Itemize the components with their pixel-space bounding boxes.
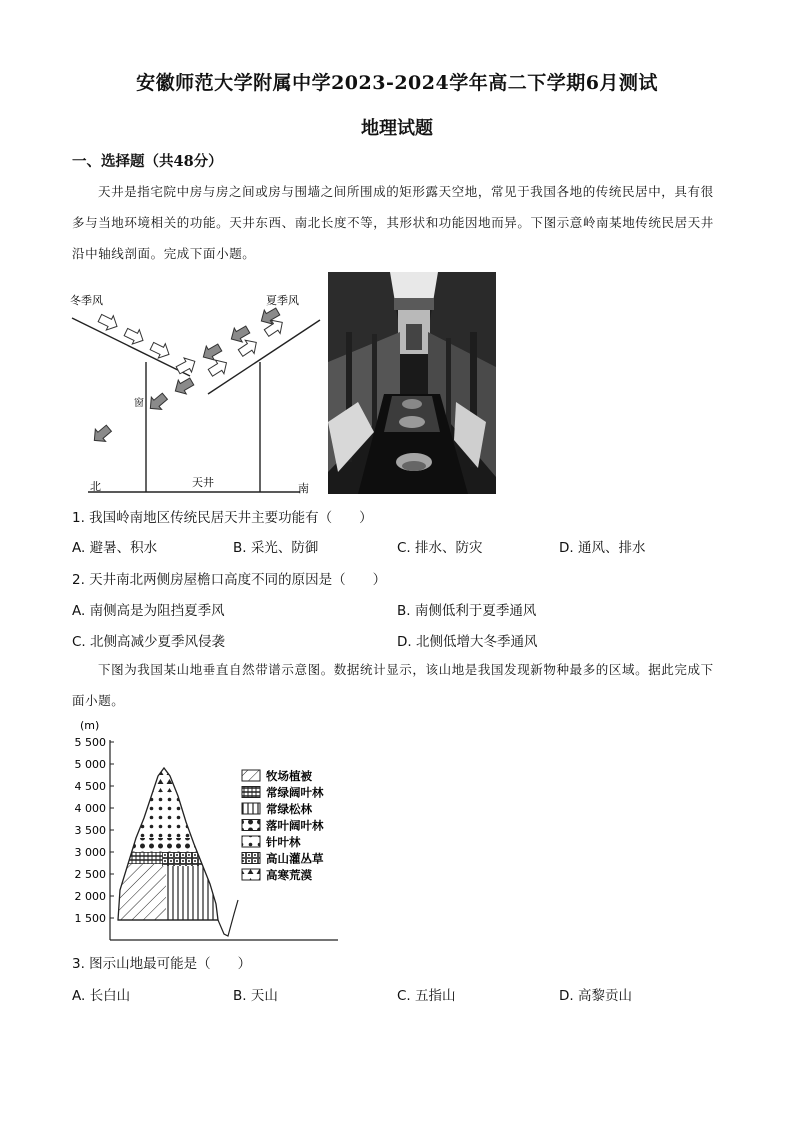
- y-tick-label: 2 500: [74, 868, 106, 881]
- y-tick-label: 2 000: [74, 890, 106, 903]
- legend-label: 高寒荒漠: [266, 868, 312, 882]
- question-3-stem: 3. 图示山地最可能是（ ）: [72, 956, 252, 972]
- page-subtitle: 地理试题: [361, 118, 433, 139]
- legend-label: 牧场植被: [266, 769, 312, 783]
- page-title: 安徽师范大学附属中学2023-2024学年高二下学期6月测试: [136, 72, 658, 94]
- unit-label: (m): [80, 719, 100, 732]
- legend-swatch: [242, 836, 260, 847]
- y-tick-label: 3 500: [74, 824, 106, 837]
- north-roof-line: [72, 318, 190, 376]
- y-tick-label: 1 500: [74, 912, 106, 925]
- question-2-stem: 2. 天井南北两侧房屋檐口高度不同的原因是（ ）: [72, 572, 387, 588]
- summer-wind-arrow: [89, 422, 114, 446]
- legend-label: 落叶阔叶林: [266, 818, 324, 833]
- y-tick-label: 4 500: [74, 780, 106, 793]
- north-label: 北: [90, 480, 101, 493]
- legend-swatch: [242, 770, 260, 781]
- courtyard-photo: [328, 272, 496, 494]
- section-heading: 一、选择题（共48分）: [72, 153, 223, 170]
- question-2-option-b[interactable]: B. 南侧低利于夏季通风: [397, 603, 537, 619]
- summer-wind-arrow: [145, 390, 170, 414]
- question-2-option-d[interactable]: D. 北侧低增大冬季通风: [397, 634, 538, 650]
- summer-wind-arrow: [199, 341, 223, 364]
- legend-swatch: [242, 869, 260, 880]
- winter-wind-arrow: [96, 311, 120, 334]
- valley-outline: [218, 900, 238, 936]
- courtyard-label: 天井: [192, 476, 214, 489]
- legend: [242, 769, 324, 882]
- summer-wind-label: 夏季风: [266, 294, 299, 307]
- winter-wind-label: 冬季风: [70, 294, 103, 307]
- question-1-option-b[interactable]: B. 采光、防御: [233, 540, 319, 556]
- question-3-option-c[interactable]: C. 五指山: [397, 988, 456, 1004]
- question-3-option-b[interactable]: B. 天山: [233, 988, 278, 1004]
- summer-wind-arrow: [171, 375, 195, 398]
- question-1-option-a[interactable]: A. 避暑、积水: [72, 540, 158, 556]
- winter-wind-arrow: [148, 339, 172, 362]
- y-tick-label: 4 000: [74, 802, 106, 815]
- y-tick-label: 5 500: [74, 736, 106, 749]
- question-2-option-c[interactable]: C. 北侧高减少夏季风侵袭: [72, 634, 226, 650]
- window-label: 窗: [134, 398, 144, 409]
- y-tick-label: 3 000: [74, 846, 106, 859]
- winter-wind-arrow: [206, 356, 231, 380]
- y-tick-label: 5 000: [74, 758, 106, 771]
- intro-paragraph-2: 下图为我国某山地垂直自然带谱示意图。数据统计显示，该山地是我国发现新物种最多的区域。据此完成下面小题。: [72, 662, 714, 708]
- legend-swatch: [242, 853, 260, 864]
- question-1-option-d[interactable]: D. 通风、排水: [559, 540, 646, 556]
- y-tick-group: [75, 736, 115, 925]
- legend-label: 高山灌丛草: [266, 851, 324, 866]
- question-1-option-c[interactable]: C. 排水、防灾: [397, 540, 483, 556]
- question-1-stem: 1. 我国岭南地区传统民居天井主要功能有（ ）: [72, 510, 373, 526]
- legend-label: 常绿阔叶林: [266, 785, 324, 800]
- legend-label: 常绿松林: [266, 802, 312, 816]
- intro-paragraph-1: 天井是指宅院中房与房之间或房与围墙之间所围成的矩形露天空地，常见于我国各地的传统民居中，具有很多与当地环境相关的功能。天井东西、南北长度不等，其形状和功能因地而异。下图示意岭南某地传统民居天井沿中轴线剖面。完成下面小题。: [72, 184, 714, 261]
- legend-swatch: [242, 803, 260, 814]
- question-2-option-a[interactable]: A. 南侧高是为阻挡夏季风: [72, 603, 225, 619]
- legend-swatch: [242, 820, 260, 831]
- question-3-option-d[interactable]: D. 高黎贡山: [559, 988, 632, 1004]
- south-label: 南: [298, 482, 309, 495]
- legend-label: 针叶林: [266, 835, 301, 849]
- south-roof-line: [208, 320, 320, 394]
- courtyard-cross-section-diagram: [66, 282, 326, 498]
- vertical-belt-chart: [66, 714, 346, 944]
- legend-swatch: [242, 787, 260, 798]
- question-3-option-a[interactable]: A. 长白山: [72, 988, 131, 1004]
